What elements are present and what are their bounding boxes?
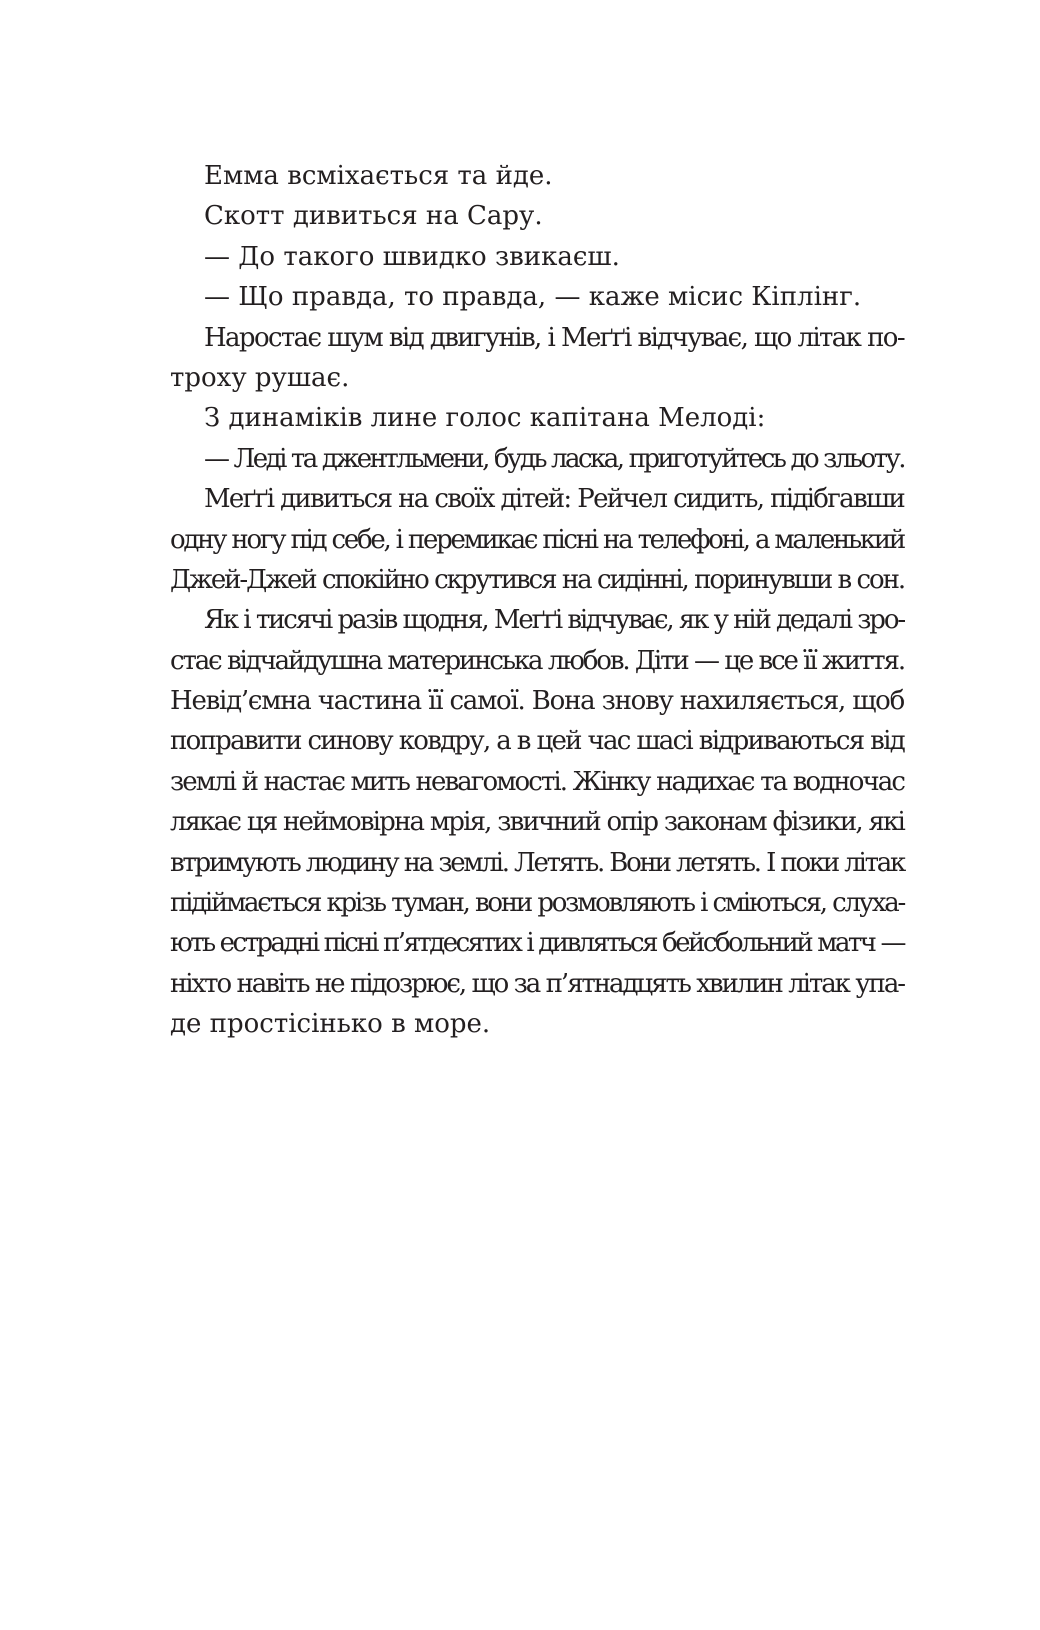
text-line: Меґґі дивиться на своїх дітей: Рейчел сидить, підібгавши: [204, 484, 904, 515]
text-line: втримують людину на землі. Летять. Вони летять. І поки літак: [170, 847, 904, 878]
text-line: ють естрадні пісні п’ятдесятих і дивляться бейсбольний матч —: [170, 928, 904, 959]
text-line: лякає ця неймовірна мрія, звичний опір законам фізики, які: [170, 807, 904, 838]
text-line: Як і тисячі разів щодня, Меґґі відчуває, як у ній дедалі зро-: [204, 605, 904, 636]
text-line: Емма всміхається та йде.: [204, 161, 553, 191]
text-line: — Леді та джентльмени, будь ласка, приготуйтесь до зльоту.: [204, 443, 904, 474]
text-line: Наростає шум від двигунів, і Меґґі відчуває, що літак по-: [204, 322, 904, 353]
text-line: поправити синову ковдру, а в цей час шасі відриваються від: [170, 726, 904, 757]
text-line: де простісінько в море.: [170, 1009, 491, 1040]
text-line: підіймається крізь туман, вони розмовляють і сміються, слуха-: [170, 888, 904, 919]
text-line: Скотт дивиться на Сару.: [204, 201, 543, 232]
text-line: землі й настає мить невагомості. Жінку надихає та водночас: [170, 766, 904, 797]
text-line: Джей-Джей спокійно скрутився на сидінні, поринувши в сон.: [170, 564, 904, 595]
text-line: — До такого швидко звикаєш.: [204, 241, 620, 272]
text-line: стає відчайдушна материнська любов. Діти — це все її життя.: [170, 645, 904, 676]
text-line: Невід’ємна частина її самої. Вона знову нахиляється, щоб: [170, 686, 904, 717]
text-line: троху рушає.: [170, 362, 350, 393]
text-line: — Що правда, то правда, — каже місис Кіплінг.: [204, 282, 862, 313]
body-text: [170, 156, 904, 1045]
text-line: ніхто навіть не підозрює, що за п’ятнадцять хвилин літак упа-: [170, 968, 904, 999]
text-line: одну ногу під себе, і перемикає пісні на телефоні, а маленький: [170, 524, 904, 555]
text-line: З динаміків лине голос капітана Мелоді:: [204, 403, 766, 434]
